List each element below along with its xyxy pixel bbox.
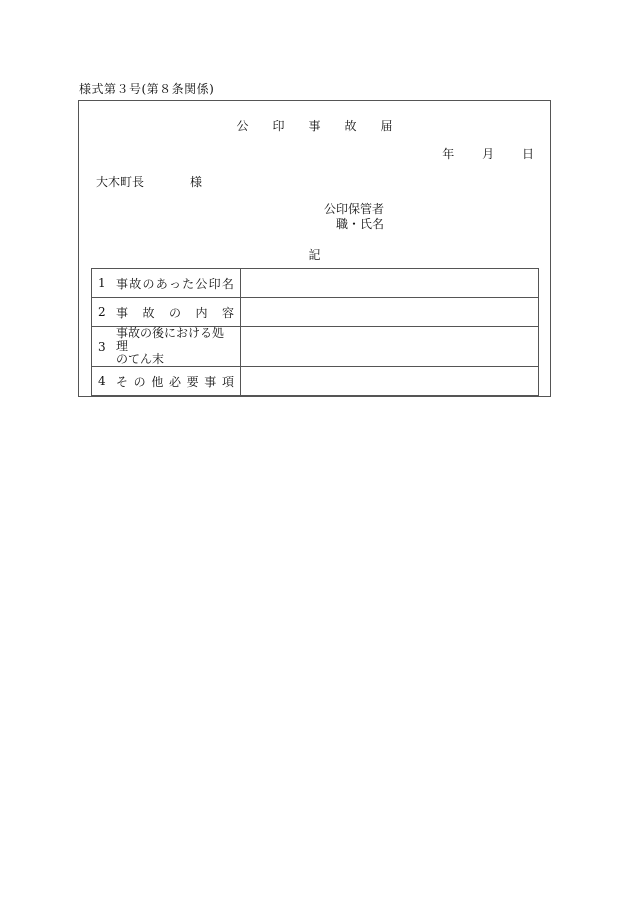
date-line — [418, 145, 534, 162]
details-table — [91, 268, 539, 396]
row-label: 1 事 故 の あ っ た 公 印 名 — [92, 269, 241, 298]
form-title: 公 印 事 故 届 — [236, 119, 393, 133]
other-matters-field[interactable] — [241, 367, 539, 396]
table-row — [92, 298, 539, 327]
post-incident-handling-field[interactable] — [241, 327, 539, 367]
month-label: 月 — [482, 147, 495, 161]
row-label: 3 事故の後における処理 のてん末 — [92, 327, 241, 367]
addressee — [96, 173, 202, 190]
year-label: 年 — [442, 147, 455, 161]
day-label: 日 — [521, 147, 534, 161]
incident-details-field[interactable] — [241, 298, 539, 327]
addressee-name: 大木町長 — [96, 175, 145, 189]
addressee-honorific: 様 — [190, 175, 203, 189]
form-frame — [78, 100, 551, 397]
seal-holder — [324, 202, 384, 232]
table-row — [92, 367, 539, 396]
seal-name-field[interactable] — [241, 269, 539, 298]
form-number-label: 様式第３号(第８条関係) — [79, 82, 215, 96]
table-row — [92, 269, 539, 298]
position-name-label: 職・氏名 — [336, 217, 385, 231]
ki-heading: 記 — [308, 248, 321, 262]
row-label: 2 事 故 の 内 容 — [92, 298, 241, 327]
row-label: 4 そ の 他 必 要 事 項 — [92, 367, 241, 396]
table-row — [92, 327, 539, 367]
seal-holder-label: 公印保管者 — [324, 202, 385, 216]
